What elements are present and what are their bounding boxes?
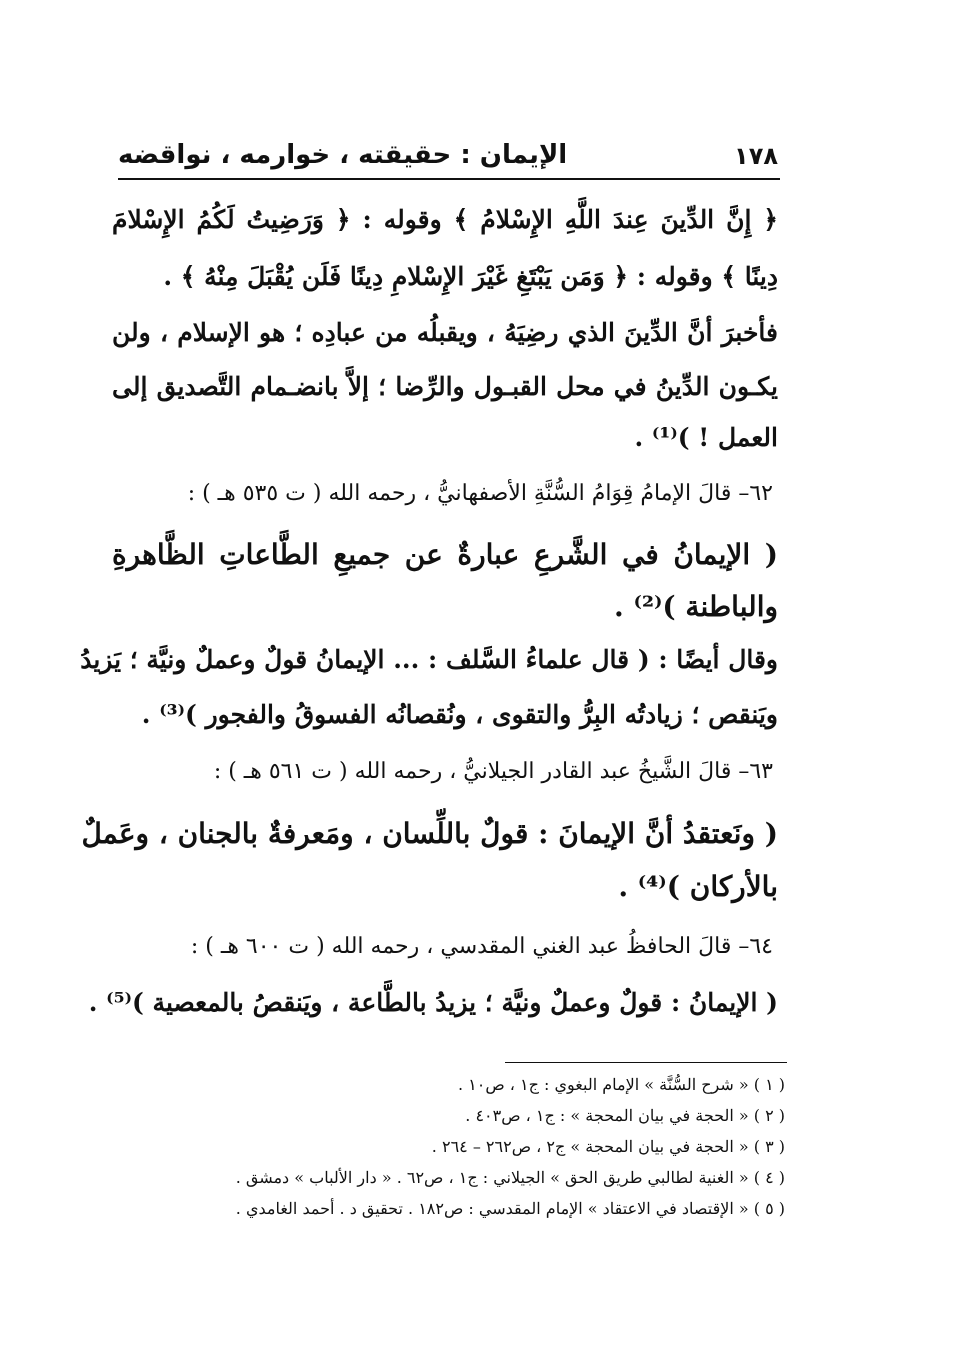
- paragraph-line-1: فأخبرَ أنَّ الدِّينَ الذي رضِيَهُ ، ويقبلُه من عبادِه ؛ هو الإسلام ، ولن: [112, 318, 778, 347]
- paragraph-line-3: العمل ! )⁽¹⁾ .: [634, 423, 778, 452]
- header-rule: [118, 178, 780, 180]
- quote-62-line-1: ( الإيمانُ في الشَّرعِ عبارةٌ عن جميعِ الطَّاعاتِ الظَّاهرةِ: [112, 538, 778, 571]
- paragraph-also-line-2: ويَنقص ؛ زيادتُه البِرُّ والتقوى ، ونُقصانُه الفسوقُ والفجور )⁽³⁾ .: [141, 700, 778, 729]
- verse-line-1: ﴿ إِنَّ الدِّينَ عِندَ اللَّهِ الإِسْلامُ ﴾ وقوله : ﴿ وَرَضِيتُ لَكُمُ الإِسْلامَ: [112, 205, 778, 234]
- section-63-heading: ٦٣– قالَ الشَّيخُ عبد القادر الجيلانيُّ ، رحمه الله ( ت ٥٦١ هـ ) :: [213, 759, 773, 784]
- page-number: ١٧٨: [734, 142, 778, 170]
- section-64-heading: ٦٤– قالَ الحافظُ عبد الغني المقدسي ، رحمه الله ( ت ٦٠٠ هـ ) :: [190, 934, 773, 959]
- footnote-2: ( ٢ ) « الحجة في بيان المحجة » : ج١ ، ص٤٠٣ .: [465, 1106, 785, 1125]
- quote-63-line-1: ( ونَعتقدُ أنَّ الإيمانَ : قولٌ باللِّسان ، ومَعرفةٌ بالجنان ، وعَملٌ: [81, 817, 778, 850]
- verse-line-2: دِينًا ﴾ وقوله : ﴿ وَمَن يَبْتَغِ غَيْرَ الإِسْلامِ دِينًا فَلَن يُقْبَلَ مِنْهُ ﴾ .: [163, 262, 778, 291]
- footnote-rule: [505, 1062, 787, 1063]
- footnote-3: ( ٣ ) « الحجة في بيان المحجة » ج٢ ، ص٢٦٢ – ٢٦٤ .: [431, 1137, 785, 1156]
- paragraph-line-2: يكـون الدِّينُ في محل القبـول والرِّضا ؛ إلاَّ بانضـمام التَّصديق إلى: [112, 372, 778, 401]
- running-title: الإيمان : حقيقته ، خوارمه ، نواقضه: [118, 140, 568, 170]
- quote-63-line-2: بالأركان )⁽⁴⁾ .: [618, 870, 778, 903]
- quote-64-line-1: ( الإيمانُ : قولٌ وعملٌ ونيَّة ؛ يزيدُ بالطَّاعة ، ويَنقصُ بالمعصية )⁽⁵⁾ .: [88, 988, 778, 1017]
- footnote-5: ( ٥ ) « الإقتصاد في الاعتقاد » الإمام المقدسي : ص١٨٢ . تحقيق د . أحمد الغامدي .: [235, 1199, 785, 1218]
- footnote-4: ( ٤ ) « الغنية لطالبي طريق الحق » الجيلاني : ج١ ، ص٦٢ . « دار الألباب » دمشق .: [235, 1168, 785, 1187]
- paragraph-also-line-1: وقال أيضًا : ( قال علماءُ السَّلف : ... الإيمانُ قولٌ وعملٌ ونيَّة ؛ يَزيدُ: [80, 645, 778, 674]
- quote-62-line-2: والباطنة )⁽²⁾ .: [613, 590, 778, 623]
- section-62-heading: ٦٢– قالَ الإمامُ قِوَامُ السُّنَّةِ الأصفهانيُّ ، رحمه الله ( ت ٥٣٥ هـ ) :: [187, 481, 773, 506]
- footnote-1: ( ١ ) « شرح السُّنَّة » الإمام البغوي : ج١ ، ص١٠ .: [457, 1075, 785, 1094]
- page-header: [118, 140, 778, 176]
